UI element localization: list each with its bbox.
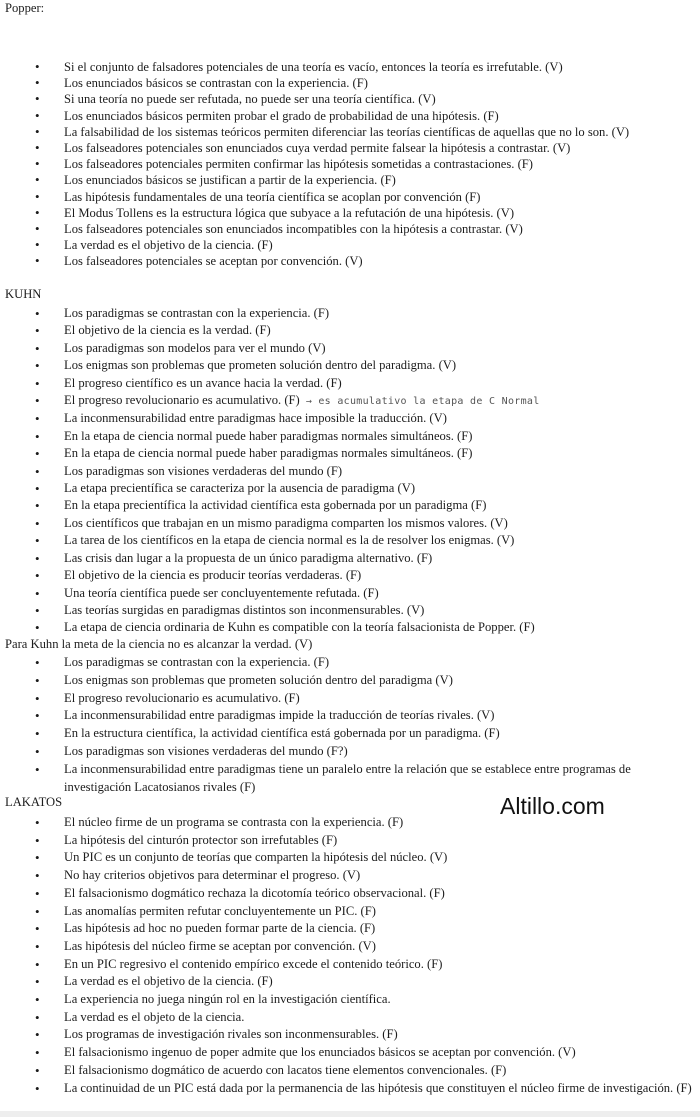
statement-text: La verdad es el objetivo de la ciencia. (F) [64, 974, 273, 989]
statement-item [0, 938, 700, 956]
section-heading-kuhn: KUHN [5, 287, 42, 301]
statement-text: Las hipótesis ad hoc no pueden formar parte de la ciencia. (F) [64, 921, 376, 936]
statement-text: En la etapa precientífica la actividad científica esta gobernada por un paradigma (F) [64, 498, 487, 513]
section-heading-popper: Popper: [5, 1, 45, 15]
handwritten-note: → es acumulativo la etapa de C Normal [305, 396, 540, 408]
statement-item [0, 410, 700, 427]
statement-text: En la estructura científica, la actividad científica está gobernada por un paradigma. (F) [64, 726, 500, 741]
statement-text: No hay criterios objetivos para determinar el progreso. (V) [64, 868, 361, 883]
statement-item [0, 619, 700, 636]
statement-text: El falsacionismo dogmático rechaza la dicotomía teórico observacional. (F) [64, 885, 445, 900]
statement-item [0, 903, 700, 921]
statement-text: La inconmensurabilidad entre paradigmas hace imposible la traducción. (V) [64, 411, 447, 426]
statement-item [0, 707, 700, 725]
statement-text: Las anomalías permiten refutar concluyentemente un PIC. (F) [64, 903, 376, 918]
statement-item [0, 445, 700, 462]
statement-text: Los paradigmas son visiones verdaderas del mundo (F?) [64, 743, 348, 758]
statement-text: Una teoría científica puede ser concluyentemente refutada. (F) [64, 585, 379, 600]
statement-item [0, 956, 700, 974]
statement-item [0, 885, 700, 903]
statement-item [0, 532, 700, 549]
statement-text: Los falseadores potenciales son enunciados cuya verdad permite falsear la hipótesis a contrastar. (V) [64, 141, 571, 156]
statement-text: Las teorías surgidas en paradigmas distintos son inconmensurables. (V) [64, 602, 425, 617]
statement-text: La tarea de los científicos en la etapa de ciencia normal es la de resolver los enigmas. (V) [64, 533, 515, 548]
statement-item [0, 920, 700, 938]
statement-item [0, 221, 700, 237]
statement-text: Los falseadores potenciales son enunciados incompatibles con la hipótesis a contrastar. (V) [64, 222, 523, 237]
kuhn-extra-statement: Para Kuhn la meta de la ciencia no es alcanzar la verdad. (V) [5, 637, 313, 651]
statement-item [0, 108, 700, 124]
statement-text: Las crisis dan lugar a la propuesta de un único paradigma alternativo. (F) [64, 550, 433, 565]
statement-text: Los paradigmas se contrastan con la experiencia. (F) [64, 306, 330, 320]
statement-item [0, 75, 700, 91]
kuhn-statement-list [0, 305, 700, 637]
statement-text: Los programas de investigación rivales son inconmensurables. (F) [64, 1027, 398, 1042]
statement-text: En un PIC regresivo el contenido empírico excede el contenido teórico. (F) [64, 956, 443, 971]
statement-item [0, 91, 700, 107]
statement-text: La verdad es el objeto de la ciencia. [64, 1009, 245, 1024]
statement-text: El objetivo de la ciencia es producir teorías verdaderas. (F) [64, 568, 362, 583]
popper-statement-list [0, 59, 700, 270]
statement-text: La verdad es el objetivo de la ciencia. (F) [64, 238, 273, 253]
statement-text: La falsabilidad de los sistemas teóricos permiten diferenciar las teorías científicas de aquellas que no lo son. (V) [64, 124, 630, 139]
kuhn-extra-statement-list [0, 654, 700, 796]
statement-text: La continuidad de un PIC está dada por la permanencia de las hipótesis que constituyen el núcleo firme de investigación. (F) [64, 1080, 692, 1095]
statement-item [0, 743, 700, 761]
statement-item [0, 832, 700, 850]
statement-item [0, 973, 700, 991]
statement-text: En la etapa de ciencia normal puede haber paradigmas normales simultáneos. (F) [64, 446, 473, 461]
statement-item [0, 602, 700, 619]
statement-text: El Modus Tollens es la estructura lógica que subyace a la refutación de una hipótesis. (V) [64, 205, 515, 220]
statement-item [0, 654, 700, 672]
statement-text: El progreso revolucionario es acumulativo. (F) [64, 690, 300, 705]
watermark: Altillo.com [500, 793, 605, 819]
statement-item [0, 480, 700, 497]
statement-item [0, 392, 700, 410]
statement-text: Un PIC es un conjunto de teorías que comparten la hipótesis del núcleo. (V) [64, 850, 448, 865]
statement-item [0, 205, 700, 221]
statement-item [0, 567, 700, 584]
statement-item [0, 867, 700, 885]
statement-item [0, 761, 700, 797]
statement-item [0, 463, 700, 480]
statement-item [0, 1026, 700, 1044]
statement-item [0, 305, 700, 322]
statement-item [0, 497, 700, 514]
statement-text: Los enigmas son problemas que prometen solución dentro del paradigma. (V) [64, 358, 457, 373]
statement-item [0, 585, 700, 602]
statement-text: Si una teoría no puede ser refutada, no puede ser una teoría científica. (V) [64, 92, 436, 107]
statement-item [0, 1062, 700, 1080]
statement-text: Los falseadores potenciales permiten confirmar las hipótesis sometidas a contrastaciones. (F) [64, 157, 533, 172]
statement-text: Las hipótesis del núcleo firme se aceptan por convención. (V) [64, 938, 376, 953]
statement-text: Si el conjunto de falsadores potenciales de una teoría es vacío, entonces la teoría es irrefutable. (V) [64, 60, 563, 74]
statement-text: Las hipótesis fundamentales de una teoría científica se acoplan por convención (F) [64, 189, 481, 204]
statement-item [0, 253, 700, 269]
statement-text: Los enunciados básicos permiten probar el grado de probabilidad de una hipótesis. (F) [64, 108, 499, 123]
statement-text: La etapa de ciencia ordinaria de Kuhn es compatible con la teoría falsacionista de Popper. (F) [64, 620, 535, 635]
statement-item [0, 849, 700, 867]
statement-text: El falsacionismo dogmático de acuerdo con lacatos tiene elementos convencionales. (F) [64, 1062, 507, 1077]
statement-item [0, 1080, 700, 1098]
statement-item [0, 140, 700, 156]
statement-item [0, 156, 700, 172]
statement-item [0, 172, 700, 188]
statement-text: Los científicos que trabajan en un mismo paradigma comparten los mismos valores. (V) [64, 515, 508, 530]
statement-item [0, 322, 700, 339]
statement-item [0, 1009, 700, 1027]
page-bottom-edge [0, 1111, 700, 1117]
statement-text: El objetivo de la ciencia es la verdad. (F) [64, 323, 271, 338]
statement-text: El progreso científico es un avance hacia la verdad. (F) [64, 375, 342, 390]
statement-text: La hipótesis del cinturón protector son irrefutables (F) [64, 832, 338, 847]
statement-text: Los paradigmas son modelos para ver el mundo (V) [64, 340, 326, 355]
statement-text: Los enunciados básicos se justifican a partir de la experiencia. (F) [64, 173, 396, 188]
statement-text: Los paradigmas se contrastan con la experiencia. (F) [64, 655, 330, 669]
statement-text: La inconmensurabilidad entre paradigmas impide la traducción de teorías rivales. (V) [64, 708, 495, 723]
statement-item [0, 375, 700, 392]
statement-item [0, 1044, 700, 1062]
statement-item [0, 340, 700, 357]
statement-item [0, 428, 700, 445]
statement-item [0, 550, 700, 567]
statement-item [0, 189, 700, 205]
statement-text: Los falseadores potenciales se aceptan por convención. (V) [64, 254, 363, 269]
statement-item [0, 991, 700, 1009]
section-heading-lakatos: LAKATOS [5, 795, 63, 809]
statement-text: El núcleo firme de un programa se contrasta con la experiencia. (F) [64, 815, 404, 829]
statement-text: La experiencia no juega ningún rol en la investigación científica. [64, 992, 391, 1007]
statement-item [0, 515, 700, 532]
statement-text: La etapa precientífica se caracteriza por la ausencia de paradigma (V) [64, 481, 416, 496]
statement-text: El falsacionismo ingenuo de poper admite que los enunciados básicos se aceptan por convención. (V) [64, 1045, 576, 1060]
statement-text: El progreso revolucionario es acumulativo. (F) [64, 393, 300, 408]
statement-text: En la etapa de ciencia normal puede haber paradigmas normales simultáneos. (F) [64, 428, 473, 443]
statement-item [0, 124, 700, 140]
statement-item [0, 357, 700, 374]
statement-item [0, 237, 700, 253]
statement-item [0, 59, 700, 75]
statement-item [0, 672, 700, 690]
lakatos-statement-list [0, 814, 700, 1097]
statement-text: Los paradigmas son visiones verdaderas del mundo (F) [64, 463, 343, 478]
statement-text: Los enunciados básicos se contrastan con la experiencia. (F) [64, 76, 368, 91]
statement-text: La inconmensurabilidad entre paradigmas tiene un paralelo entre la relación que se establece entre programas de investigación Lacatosianos rivales (F) [64, 761, 631, 794]
statement-item [0, 690, 700, 708]
statement-text: Los enigmas son problemas que prometen solución dentro del paradigma (V) [64, 672, 453, 687]
statement-item [0, 725, 700, 743]
